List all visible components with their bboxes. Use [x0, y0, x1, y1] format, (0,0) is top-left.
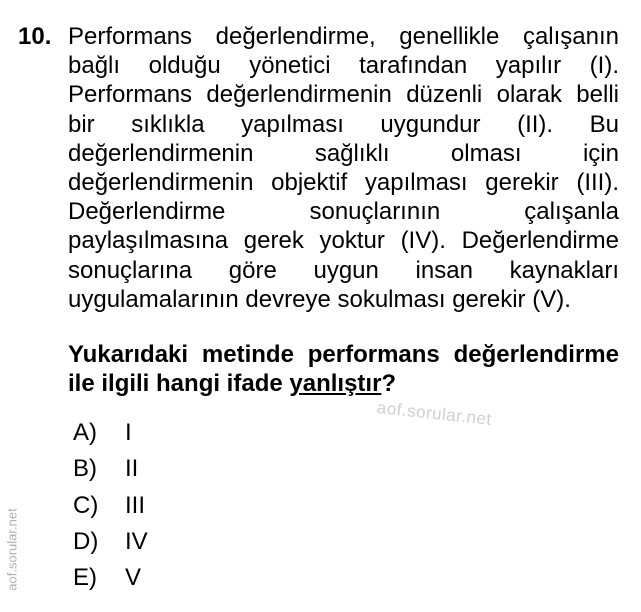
- option-letter: E): [73, 564, 97, 592]
- option-letter: C): [73, 491, 99, 519]
- question-stem: [68, 340, 619, 398]
- option-letter: A): [73, 419, 97, 446]
- option-d[interactable]: [73, 527, 148, 563]
- option-text: V: [125, 564, 142, 592]
- option-b[interactable]: [73, 454, 148, 490]
- answer-options: [73, 418, 148, 599]
- option-letter: D): [73, 527, 99, 555]
- option-c[interactable]: [73, 491, 148, 527]
- question-number: 10.: [18, 23, 52, 50]
- option-letter: B): [73, 455, 97, 483]
- option-text: III: [125, 491, 146, 519]
- option-text: II: [125, 455, 139, 483]
- option-a[interactable]: [73, 418, 148, 454]
- question-passage: Performans değerlendirme, genellikle çalışanın bağlı olduğu yönetici tarafından yapılır (I). Performans değerlendirmenin düzenli olarak belli bir sıklıkla yapılması uygundur (II). Bu değerlendirmenin sağlıklı olması için değerlendirmenin objektif yapılması gerekir (III). Değerlendirme sonuçlarının çalışanla paylaşılmasına gerek yoktur (IV). Değerlendirme sonuçlarına göre uygun insan kaynakları uygulamalarının devreye sokulması gerekir (V).: [68, 23, 619, 313]
- question-stem-text: Yukarıdaki metinde performans değerlendirme ile ilgili hangi ifade: [68, 341, 619, 397]
- option-e[interactable]: [73, 563, 148, 599]
- question-stem-mark: ?: [381, 370, 397, 397]
- watermark-center: aof.sorular.net: [376, 398, 493, 429]
- question-stem-emphasis: yanlıştır: [289, 370, 382, 397]
- option-text: IV: [125, 527, 148, 555]
- watermark-side: aof.sorular.net: [4, 508, 20, 591]
- option-text: I: [125, 419, 132, 446]
